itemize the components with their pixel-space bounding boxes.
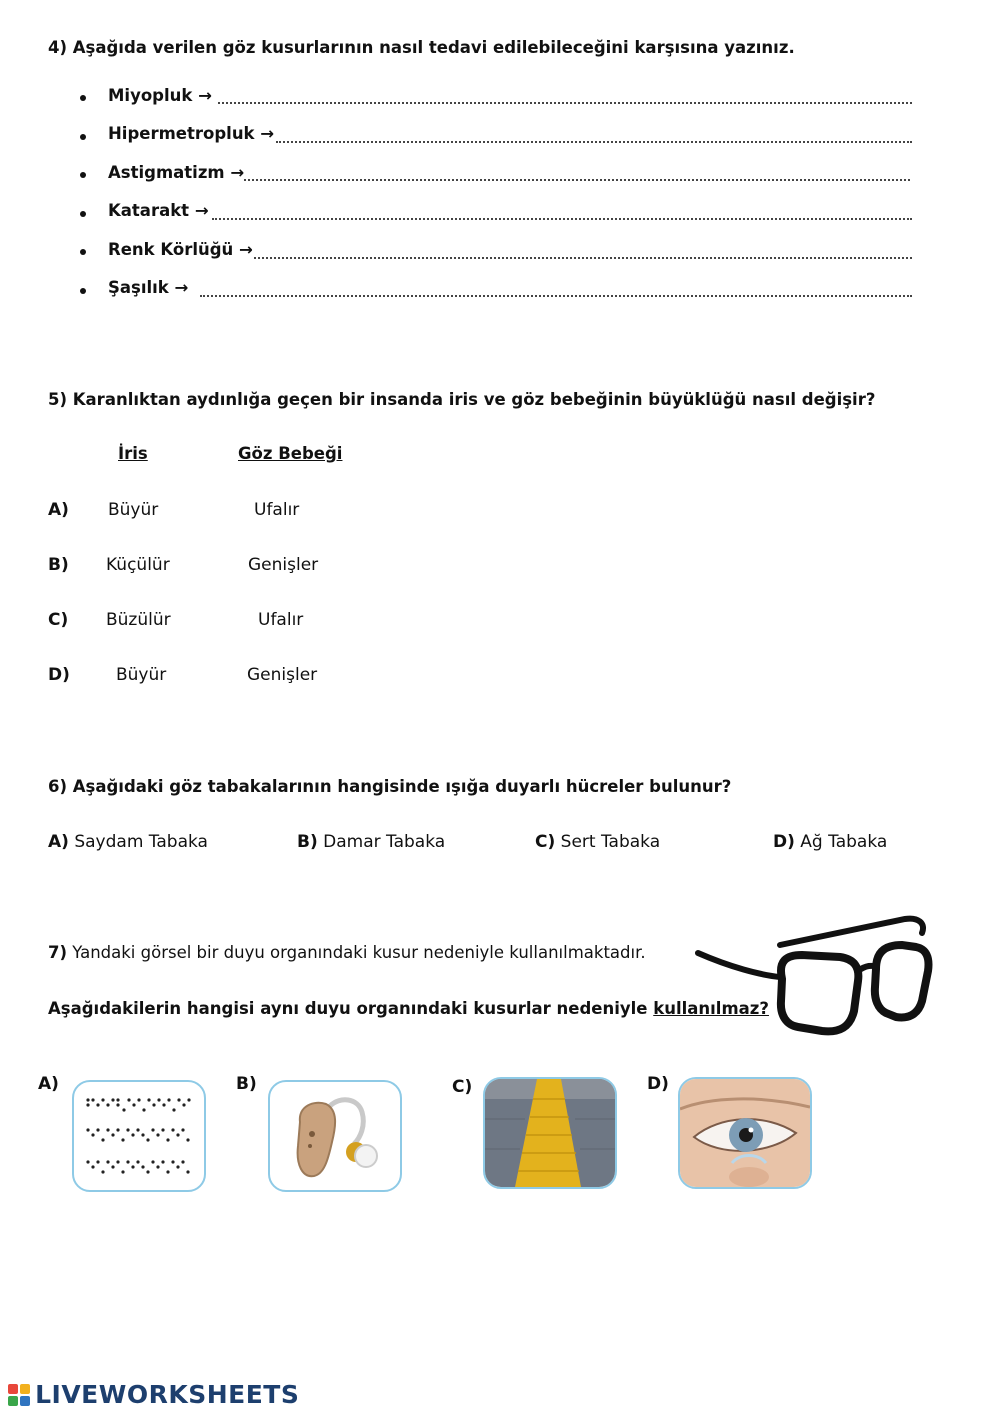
- answer-line[interactable]: [218, 102, 912, 104]
- col-header-pupil: Göz Bebeği: [238, 444, 343, 463]
- option-iris: Büyür: [108, 500, 159, 520]
- braille-icon: [74, 1082, 204, 1190]
- option-letter: C): [48, 610, 69, 630]
- q6-option-b[interactable]: [297, 832, 445, 852]
- answer-line[interactable]: [254, 257, 912, 259]
- option-pupil: Genişler: [247, 665, 318, 685]
- q7-emphasis: kullanılmaz?: [653, 999, 769, 1018]
- option-letter: D): [48, 665, 70, 685]
- footer-logo: [8, 1380, 299, 1409]
- option-letter: A): [48, 500, 69, 520]
- answer-line[interactable]: [212, 218, 912, 220]
- item-label: Renk Körlüğü →: [108, 240, 253, 259]
- option-letter: A): [48, 832, 69, 852]
- q7-option-a-letter: A): [38, 1074, 59, 1094]
- answer-line[interactable]: [200, 295, 912, 297]
- bullet-icon: [80, 134, 86, 140]
- item-label: Astigmatizm →: [108, 163, 245, 182]
- q7-option-b[interactable]: [268, 1080, 402, 1192]
- option-letter: B): [48, 555, 69, 575]
- q7-option-c[interactable]: [483, 1077, 617, 1189]
- item-label: Şaşılık →: [108, 278, 189, 297]
- option-iris: Küçülür: [106, 555, 170, 575]
- option-text: Saydam Tabaka: [74, 832, 208, 852]
- option-iris: Büzülür: [106, 610, 171, 630]
- glasses-icon: [690, 915, 935, 1040]
- bullet-icon: [80, 172, 86, 178]
- q4-title: 4) Aşağıda verilen göz kusurlarının nasıl tedavi edilebileceğini karşısına yazınız.: [48, 38, 795, 57]
- q6-option-c[interactable]: [535, 832, 660, 852]
- liveworksheets-logo-icon: [8, 1384, 30, 1406]
- q7-option-d[interactable]: [678, 1077, 812, 1189]
- q7-number: 7): [48, 943, 68, 962]
- bullet-icon: [80, 95, 86, 101]
- option-pupil: Genişler: [248, 555, 319, 575]
- answer-line[interactable]: [244, 179, 910, 181]
- option-pupil: Ufalır: [254, 500, 300, 520]
- option-iris: Büyür: [116, 665, 167, 685]
- option-text: Damar Tabaka: [323, 832, 446, 852]
- item-label: Katarakt →: [108, 201, 209, 220]
- option-text: Ağ Tabaka: [800, 832, 888, 852]
- contact-lens-eye-icon: [680, 1079, 810, 1187]
- item-label: Miyopluk →: [108, 86, 212, 105]
- q7-line1: [48, 943, 646, 962]
- bullet-icon: [80, 211, 86, 217]
- q7-stem: Yandaki görsel bir duyu organındaki kusur nedeniyle kullanılmaktadır.: [72, 943, 646, 962]
- bullet-icon: [80, 249, 86, 255]
- q6-title: 6) Aşağıdaki göz tabakalarının hangisinde ışığa duyarlı hücreler bulunur?: [48, 777, 732, 796]
- footer-brand: LIVEWORKSHEETS: [35, 1380, 300, 1409]
- q7-question: Aşağıdakilerin hangisi aynı duyu organındaki kusurlar nedeniyle: [48, 999, 648, 1018]
- q7-option-b-letter: B): [236, 1074, 257, 1094]
- tactile-paving-icon: [485, 1079, 615, 1187]
- hearing-aid-icon: [270, 1082, 400, 1190]
- q6-option-d[interactable]: [773, 832, 887, 852]
- option-letter: D): [773, 832, 795, 852]
- q7-option-c-letter: C): [452, 1077, 473, 1097]
- bullet-icon: [80, 288, 86, 294]
- option-letter: C): [535, 832, 556, 852]
- item-label: Hipermetropluk →: [108, 124, 275, 143]
- q7-option-a[interactable]: [72, 1080, 206, 1192]
- answer-line[interactable]: [276, 141, 912, 143]
- col-header-iris: İris: [118, 444, 148, 463]
- option-letter: B): [297, 832, 318, 852]
- q6-option-a[interactable]: [48, 832, 208, 852]
- q7-line2: [48, 999, 769, 1018]
- q5-title: 5) Karanlıktan aydınlığa geçen bir insanda iris ve göz bebeğinin büyüklüğü nasıl değişir?: [48, 390, 876, 409]
- q7-option-d-letter: D): [647, 1074, 669, 1094]
- option-pupil: Ufalır: [258, 610, 304, 630]
- option-text: Sert Tabaka: [560, 832, 661, 852]
